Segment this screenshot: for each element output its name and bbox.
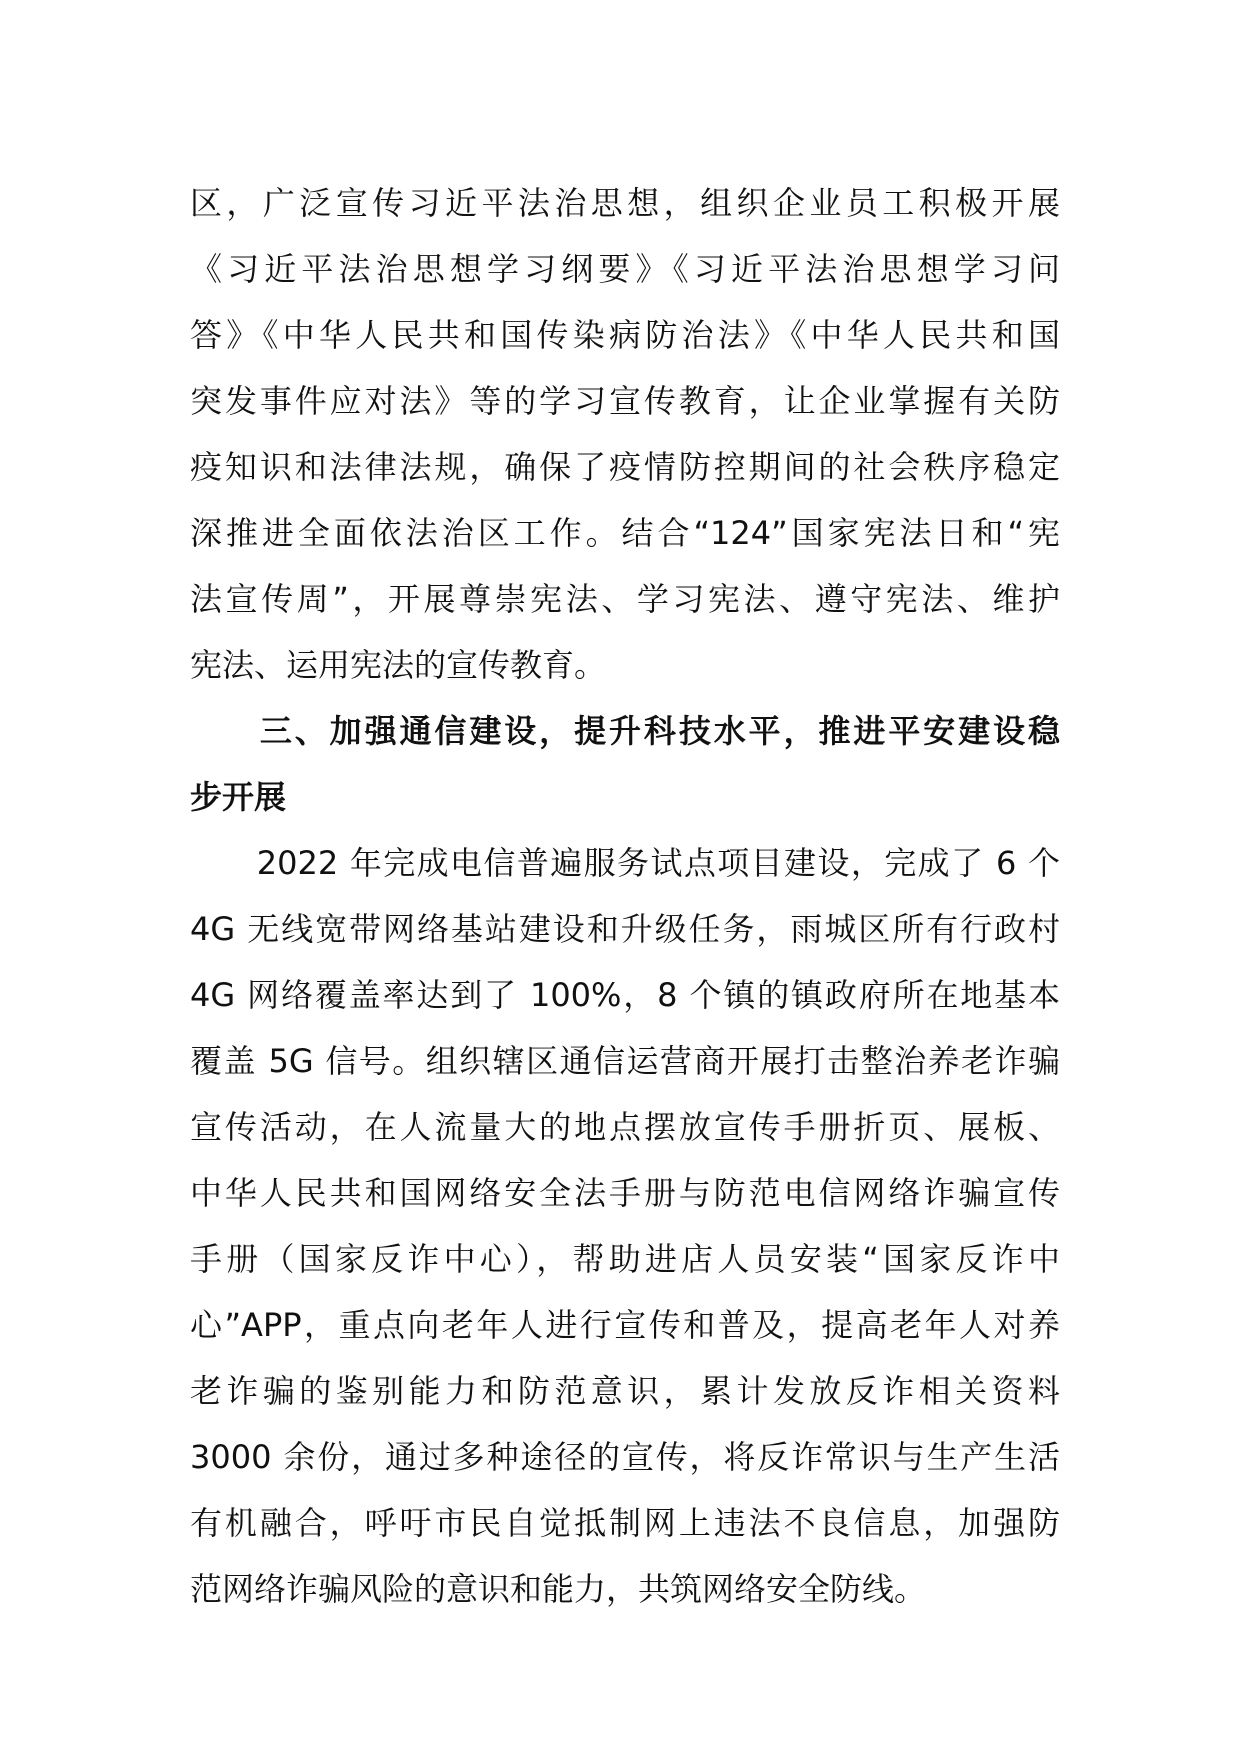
- paragraph-line: 法宣传周”，开展尊崇宪法、学习宪法、遵守宪法、维护: [190, 580, 1060, 618]
- paragraph-line: 2022 年完成电信普遍服务试点项目建设，完成了 6 个: [190, 844, 1060, 882]
- paragraph-line: 心”APP，重点向老年人进行宣传和普及，提高老年人对养: [190, 1306, 1060, 1344]
- paragraph-line: 宪法、运用宪法的宣传教育。: [190, 646, 607, 684]
- section-heading-line: 三、加强通信建设，提升科技水平，推进平安建设稳: [190, 712, 1060, 750]
- paragraph-line: 手册（国家反诈中心），帮助进店人员安装“国家反诈中: [190, 1240, 1060, 1278]
- paragraph-line: 疫知识和法律法规，确保了疫情防控期间的社会秩序稳定: [190, 448, 1060, 486]
- document-body: [190, 170, 1060, 1622]
- paragraph-line: 有机融合，呼吁市民自觉抵制网上违法不良信息，加强防: [190, 1504, 1060, 1542]
- paragraph-line: 覆盖 5G 信号。组织辖区通信运营商开展打击整治养老诈骗: [190, 1042, 1060, 1080]
- paragraph-line: 中华人民共和国网络安全法手册与防范电信网络诈骗宣传: [190, 1174, 1060, 1212]
- paragraph-line: 答》《中华人民共和国传染病防治法》《中华人民共和国: [190, 316, 1060, 354]
- paragraph-line: 4G 无线宽带网络基站建设和升级任务，雨城区所有行政村: [190, 910, 1060, 948]
- paragraph-line: 范网络诈骗风险的意识和能力，共筑网络安全防线。: [190, 1570, 927, 1608]
- paragraph-line: 突发事件应对法》等的学习宣传教育，让企业掌握有关防: [190, 382, 1060, 420]
- paragraph-line: 宣传活动，在人流量大的地点摆放宣传手册折页、展板、: [190, 1108, 1060, 1146]
- section-heading-line: 步开展: [190, 778, 287, 816]
- paragraph-line: 区，广泛宣传习近平法治思想，组织企业员工积极开展: [190, 184, 1060, 222]
- paragraph-line: 《习近平法治思想学习纲要》《习近平法治思想学习问: [190, 250, 1060, 288]
- paragraph-line: 深推进全面依法治区工作。结合“124”国家宪法日和“宪: [190, 514, 1060, 552]
- paragraph-line: 4G 网络覆盖率达到了 100%，8 个镇的镇政府所在地基本: [190, 976, 1060, 1014]
- paragraph-line: 3000 余份，通过多种途径的宣传，将反诈常识与生产生活: [190, 1438, 1060, 1476]
- paragraph-line: 老诈骗的鉴别能力和防范意识，累计发放反诈相关资料: [190, 1372, 1060, 1410]
